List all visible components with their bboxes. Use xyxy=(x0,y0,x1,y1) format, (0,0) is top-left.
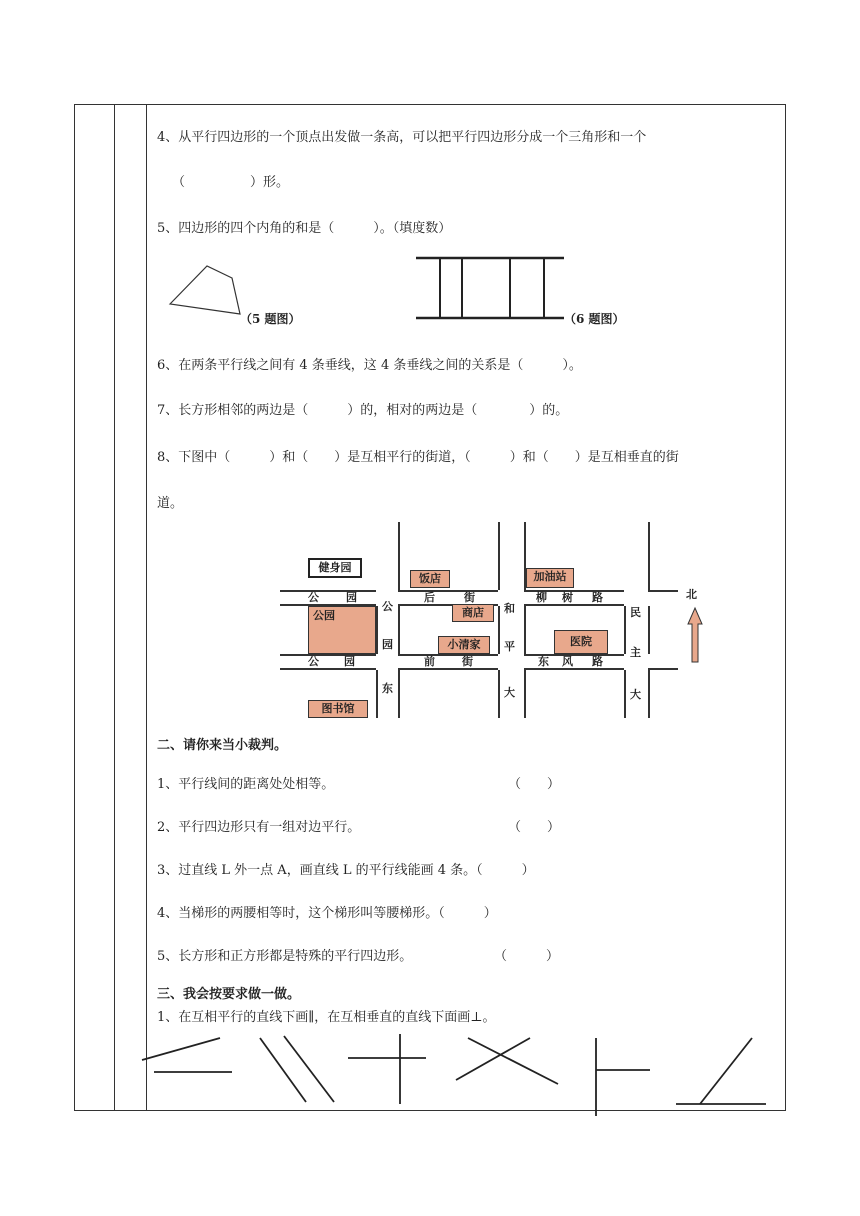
section-3-heading: 三、我会按要求做一做。 xyxy=(157,987,301,1002)
library-label: 图书馆 xyxy=(308,700,368,718)
street-label: 园 xyxy=(344,655,355,668)
table-divider-1 xyxy=(114,104,115,1111)
street-label: 公 xyxy=(382,600,393,613)
street-label: 公 xyxy=(308,591,319,604)
section-3-question-1: 1、在互相平行的直线下画∥，在互相垂直的直线下面画⊥。 xyxy=(157,1010,496,1025)
street-label: 树 xyxy=(562,591,573,604)
street-label: 和 xyxy=(504,602,515,615)
street-label: 街 xyxy=(462,655,473,668)
figure-6-caption: （6 题图） xyxy=(564,312,625,326)
shop-label: 商店 xyxy=(452,604,494,622)
perpendiculars-figure xyxy=(414,254,566,324)
street-label: 大 xyxy=(630,688,641,701)
street-label: 东 xyxy=(538,655,549,668)
north-label: 北 xyxy=(686,588,697,601)
street-label: 东 xyxy=(382,682,393,695)
judge-item-5: 5、长方形和正方形都是特殊的平行四边形。 xyxy=(157,949,413,964)
restaurant-label: 饭店 xyxy=(410,570,450,588)
xiaoqingjia-label: 小清家 xyxy=(438,636,490,654)
judge-item-1-paren[interactable]: （ ） xyxy=(508,777,561,792)
judge-item-5-paren[interactable]: （ ） xyxy=(494,949,560,964)
judge-item-2: 2、平行四边形只有一组对边平行。 xyxy=(157,820,361,835)
gym-label: 健身园 xyxy=(308,558,362,578)
street-label: 平 xyxy=(504,640,515,653)
street-label: 路 xyxy=(592,591,603,604)
street-label: 公 xyxy=(308,655,319,668)
hospital-label: 医院 xyxy=(554,630,608,654)
section-2-heading: 二、请你来当小裁判。 xyxy=(157,738,288,753)
street-map xyxy=(280,522,697,718)
street-label: 路 xyxy=(592,655,603,668)
gas-station-label: 加油站 xyxy=(526,568,574,588)
quadrilateral-figure xyxy=(160,258,250,323)
street-label: 民 xyxy=(630,606,641,619)
street-label: 园 xyxy=(346,591,357,604)
street-label: 后 xyxy=(424,591,435,604)
question-6: 6、在两条平行线之间有 4 条垂线，这 4 条垂线之间的关系是（ ）。 xyxy=(157,358,582,373)
question-7: 7、长方形相邻的两边是（ ）的，相对的两边是（ ）的。 xyxy=(157,403,569,418)
judge-item-2-paren[interactable]: （ ） xyxy=(508,820,561,835)
figure-5-caption: （5 题图） xyxy=(240,312,301,326)
question-4-line1: 4、从平行四边形的一个顶点出发做一条高，可以把平行四边形分成一个三角形和一个 xyxy=(157,130,647,145)
question-5: 5、四边形的四个内角的和是（ ）。（填度数） xyxy=(157,221,452,236)
street-label: 主 xyxy=(630,646,641,659)
question-8-line2: 道。 xyxy=(157,496,184,511)
street-label: 街 xyxy=(464,591,475,604)
table-divider-2 xyxy=(146,104,147,1111)
park-label: 公园 xyxy=(308,606,376,654)
judge-item-4: 4、当梯形的两腰相等时，这个梯形叫等腰梯形。（ ） xyxy=(157,906,497,921)
street-label: 风 xyxy=(562,655,573,668)
street-label: 柳 xyxy=(536,591,547,604)
street-label: 园 xyxy=(382,638,393,651)
line-pairs-figure xyxy=(138,1030,778,1120)
street-label: 前 xyxy=(424,655,435,668)
street-label: 大 xyxy=(504,686,515,699)
question-4-line2: （ ）形。 xyxy=(172,175,290,190)
north-arrow-icon xyxy=(684,606,706,666)
question-8-line1: 8、下图中（ ）和（ ）是互相平行的街道，（ ）和（ ）是互相垂直的街 xyxy=(157,450,679,465)
judge-item-1: 1、平行线间的距离处处相等。 xyxy=(157,777,335,792)
judge-item-3: 3、过直线 L 外一点 A，画直线 L 的平行线能画 4 条。（ ） xyxy=(157,863,535,878)
